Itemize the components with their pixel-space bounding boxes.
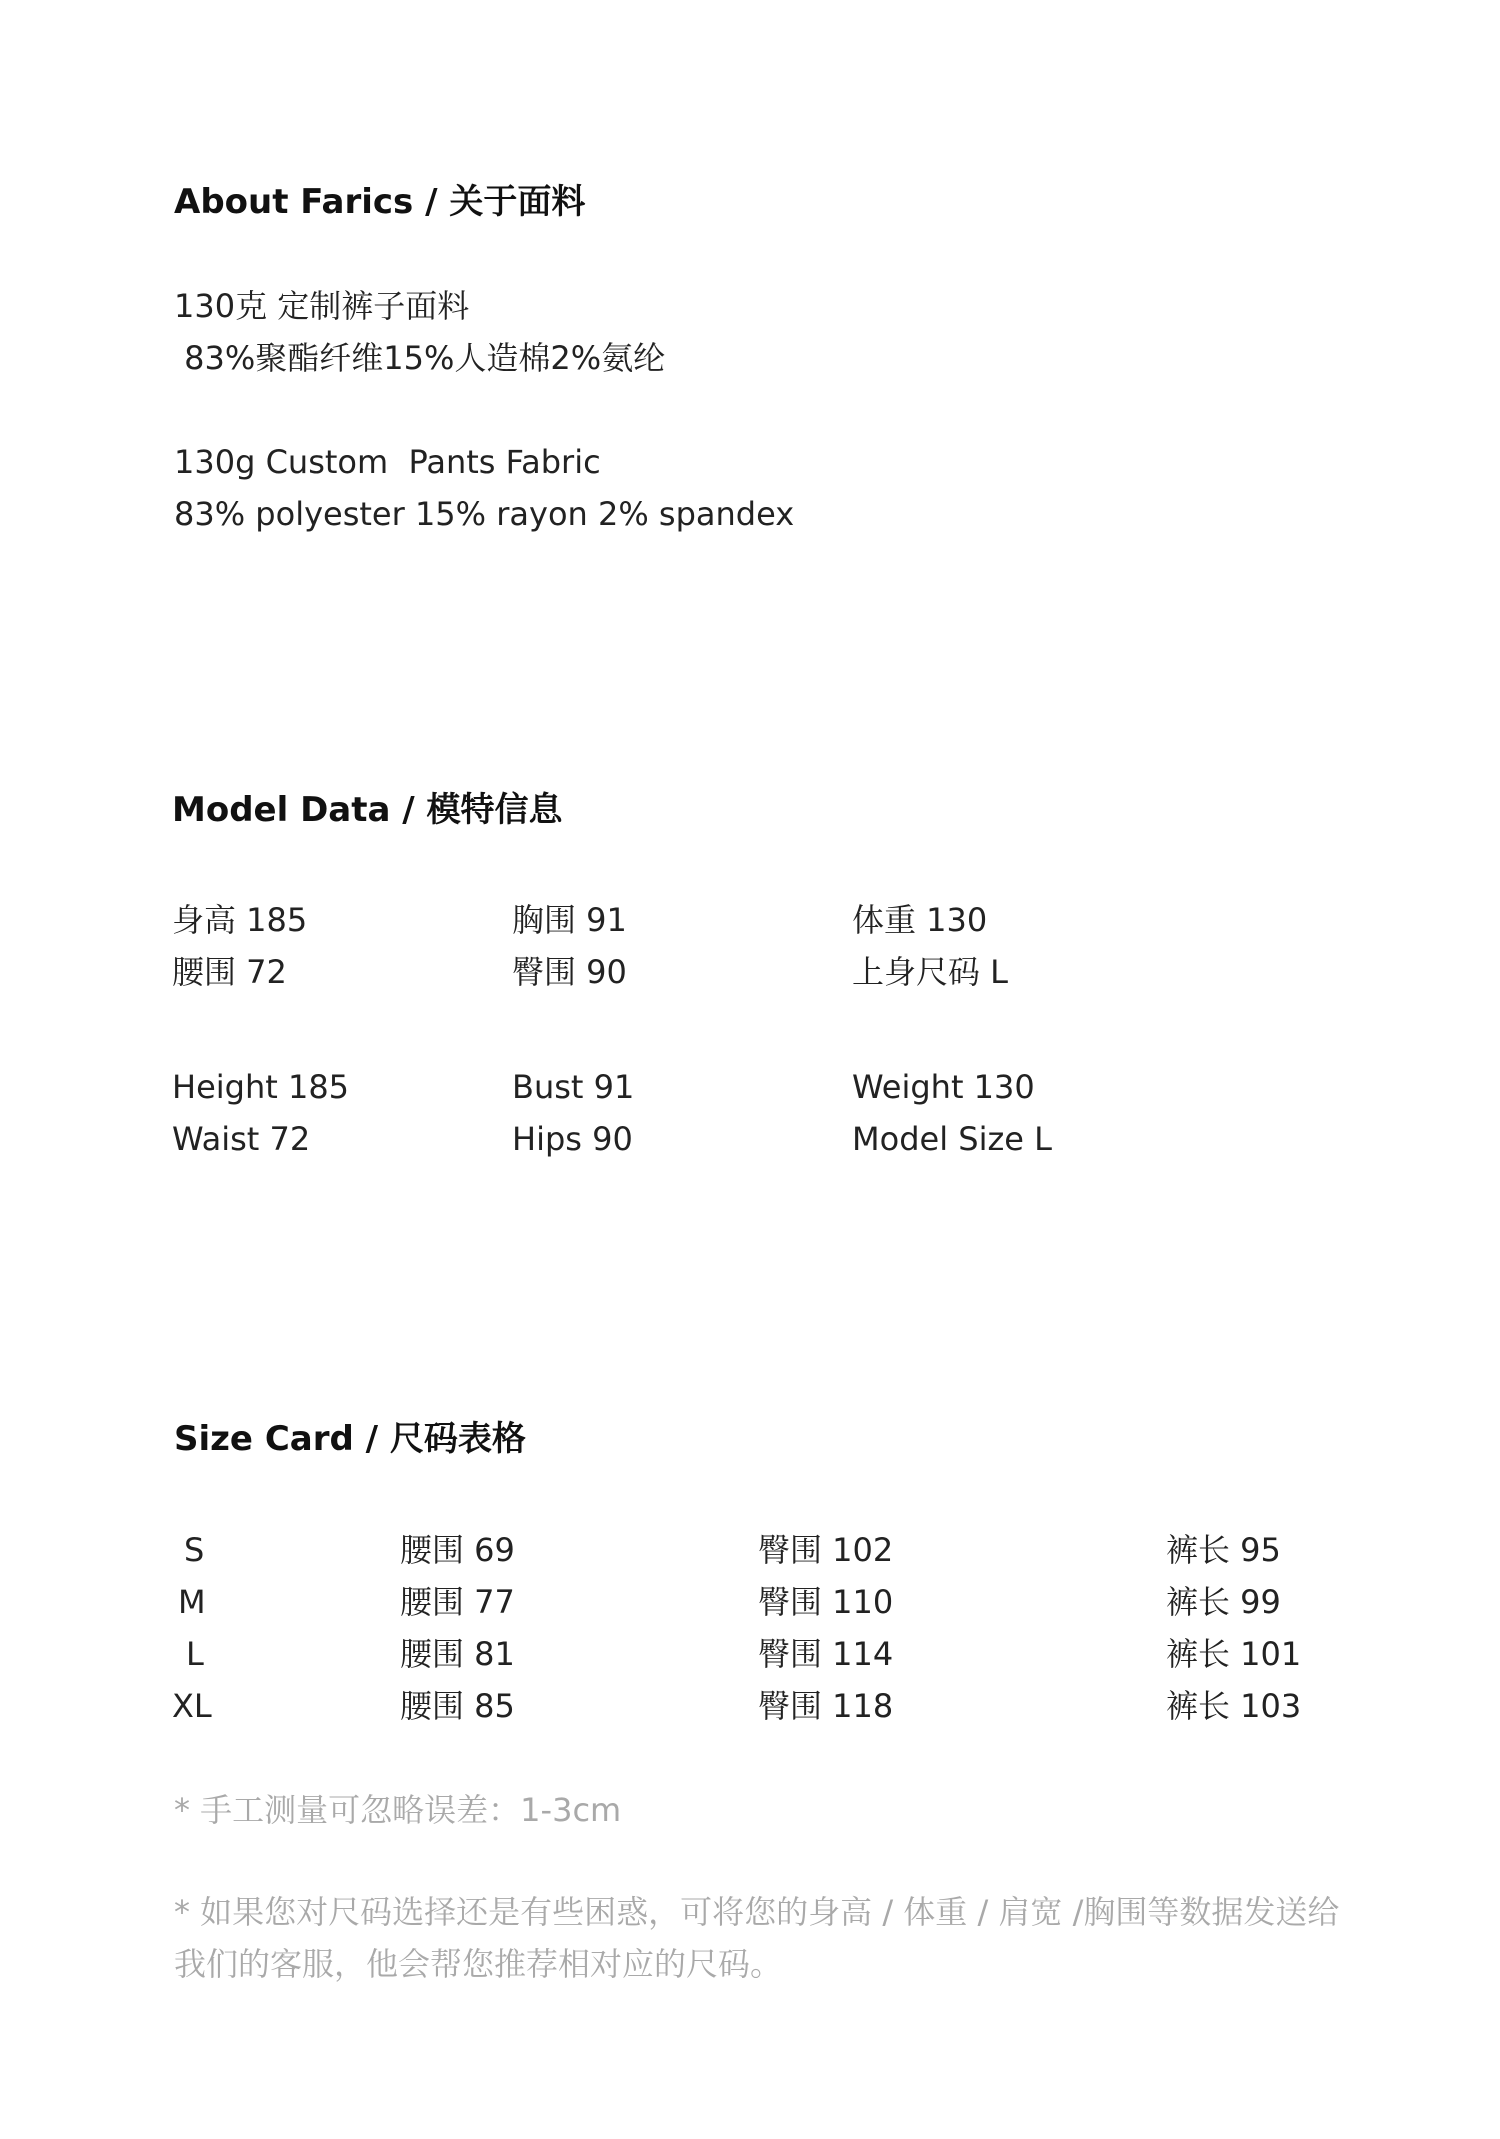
model-en-bust: Bust 91 <box>512 1068 635 1106</box>
size-row-length: 裤长 99 <box>1166 1583 1281 1621</box>
model-cn-size: 上身尺码 L <box>852 953 1009 991</box>
size-row-waist: 腰围 81 <box>400 1635 515 1673</box>
size-row-label: S <box>184 1531 205 1569</box>
size-row-waist: 腰围 77 <box>400 1583 515 1621</box>
size-help-note: * 如果您对尺码选择还是有些困惑，可将您的身高 / 体重 / 肩宽 /胸围等数据发送给我们的客服，他会帮您推荐相对应的尺码。 <box>174 1893 1340 1983</box>
fabric-en-line-2: 83% polyester 15% rayon 2% spandex <box>174 495 795 533</box>
model-cn-height: 身高 185 <box>172 901 308 939</box>
model-en-size: Model Size L <box>852 1120 1052 1158</box>
size-row-hips: 臀围 110 <box>758 1583 894 1621</box>
model-cn-weight: 体重 130 <box>852 901 988 939</box>
size-row-hips: 臀围 114 <box>758 1635 894 1673</box>
model-heading: Model Data / 模特信息 <box>172 790 563 830</box>
size-row-label: XL <box>172 1687 212 1725</box>
model-cn-bust: 胸围 91 <box>512 901 627 939</box>
fabric-en-line-1: 130g Custom Pants Fabric <box>174 443 601 481</box>
size-row-hips: 臀围 118 <box>758 1687 894 1725</box>
size-row-length: 裤长 101 <box>1166 1635 1302 1673</box>
size-row-length: 裤长 103 <box>1166 1687 1302 1725</box>
size-card-heading: Size Card / 尺码表格 <box>174 1419 526 1459</box>
model-en-height: Height 185 <box>172 1068 350 1106</box>
measurement-error-note: * 手工测量可忽略误差：1-3cm <box>174 1791 622 1829</box>
size-row-length: 裤长 95 <box>1166 1531 1281 1569</box>
size-row-waist: 腰围 85 <box>400 1687 515 1725</box>
fabric-heading: About Farics / 关于面料 <box>174 182 586 222</box>
model-cn-waist: 腰围 72 <box>172 953 287 991</box>
size-row-waist: 腰围 69 <box>400 1531 515 1569</box>
size-row-label: M <box>178 1583 206 1621</box>
model-cn-hips: 臀围 90 <box>512 953 627 991</box>
size-row-hips: 臀围 102 <box>758 1531 894 1569</box>
model-en-hips: Hips 90 <box>512 1120 633 1158</box>
fabric-cn-line-1: 130克 定制裤子面料 <box>174 287 470 325</box>
size-row-label: L <box>186 1635 204 1673</box>
model-en-weight: Weight 130 <box>852 1068 1035 1106</box>
model-en-waist: Waist 72 <box>172 1120 311 1158</box>
fabric-cn-line-2: 83%聚酯纤维15%人造棉2%氨纶 <box>174 339 666 377</box>
